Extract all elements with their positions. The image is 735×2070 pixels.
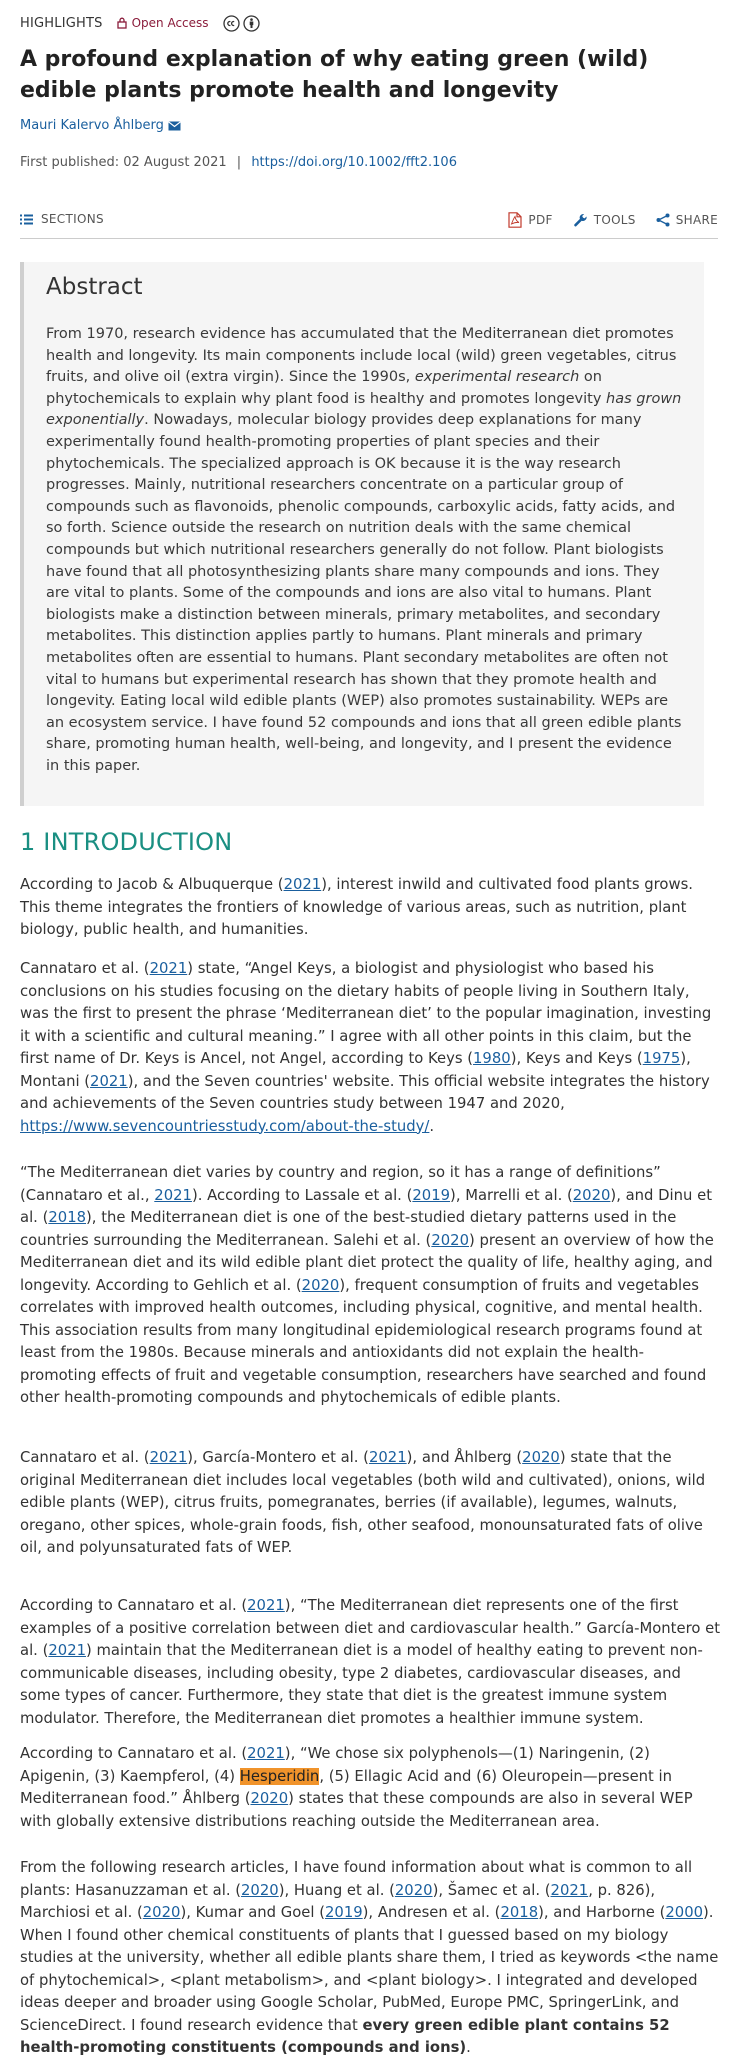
- published-label: First published:: [20, 155, 120, 170]
- tools-label: TOOLS: [593, 213, 636, 227]
- article-meta-bar: [20, 12, 260, 34]
- share-label: SHARE: [675, 213, 718, 227]
- intro-paragraph-1: According to Jacob & Albuquerque (2021), interest inwild and cultivated food plants grows. This theme integrates the frontiers of knowledge of various areas, such as nutrition, plant biology, public health, and humanities.: [20, 876, 693, 938]
- intro-paragraph-3: “The Mediterranean diet varies by country and region, so it has a range of definitions” (Cannataro et al., 2021). According to Lassale et al. (2019), Marrelli et al. (2020), and Dinu et al. (2018), the Mediterranean diet is one of the best-studied dietary patterns used in the countries surrounding the Mediterranean. Salehi et al. (2020) present an overview of how the Mediterranean diet and its wild edible plant diet protect the quality of life, healthy aging, and longevity. According to Gehlich et al. (2020), frequent consumption of fruits and vegetables correlates with improved health outcomes, including physical, cognitive, and mental health. This association results from many longitudinal epidemiological research programs found at least from the 1980s. Because minerals and antioxidants did not explain the health-promoting effects of fruit and vegetable consumption, researchers have searched and found other health-promoting compounds and phytochemicals of edible plants.: [20, 1164, 714, 1406]
- lock-icon: [117, 17, 127, 29]
- abstract-section: [20, 262, 704, 806]
- article-toolbar: [20, 208, 718, 239]
- pdf-button[interactable]: [508, 212, 552, 228]
- intro-paragraph-5: According to Cannataro et al. (2021), “The Mediterranean diet represents one of the first examples of a positive correlation between diet and cardiovascular health.” García-Montero et al. (2021) maintain that the Mediterranean diet is a model of healthy eating to prevent non-communicable diseases, including obesity, type 2 diabetes, cardiovascular diseases, and some types of cancer. Furthermore, they state that diet is the greatest immune system modulator. Therefore, the Mediterranean diet promotes a healthier immune system.: [20, 1597, 720, 1727]
- introduction-heading: 1 INTRODUCTION: [20, 828, 233, 856]
- citation-link[interactable]: 2020: [241, 1881, 279, 1899]
- pdf-icon: [508, 212, 522, 228]
- citation-link[interactable]: 2020: [142, 1904, 181, 1921]
- author-name[interactable]: Mauri Kalervo Åhlberg: [20, 118, 164, 133]
- key-finding: every green edible plant contains 52 health-promoting constituents (compounds and ions): [20, 2016, 670, 2056]
- doi-link[interactable]: https://doi.org/10.1002/fft2.106: [251, 155, 457, 170]
- intro-paragraph-2: Cannataro et al. (2021) state, “Angel Keys, a biologist and physiologist who based his conclusions on his studies focusing on the dietary habits of people living in Southern Italy, was the first to present the phrase ‘Mediterranean diet’ to the popular imagination, investing it with a scientific and cultural meaning.” I agree with all other points in this claim, but the first name of Dr. Keys is Ancel, not Angel, according to Keys (1980), Keys and Keys (1975), Montani (2021), and the Seven countries' website. This official website integrates the history and achievements of the Seven countries study between 1947 and 2020, https://www.sevencountriesstudy.com/about-the-study/.: [20, 960, 712, 1135]
- article-type-label: HIGHLIGHTS: [20, 15, 103, 31]
- citation-link[interactable]: 2021: [550, 1881, 589, 1899]
- citation-link[interactable]: 2020: [394, 1881, 433, 1899]
- attribution-icon: [243, 15, 260, 32]
- email-icon[interactable]: [168, 121, 181, 131]
- citation-link[interactable]: 2021: [247, 1597, 285, 1614]
- citation-link[interactable]: 2019: [324, 1904, 363, 1921]
- citation-link[interactable]: 2021: [149, 960, 188, 977]
- citation-link[interactable]: 2020: [431, 1231, 469, 1249]
- intro-paragraph-6: According to Cannataro et al. (2021), “We chose six polyphenols—(1) Naringenin, (2) Apigenin, (3) Kaempferol, (4) Hesperidin, (5) Ellagic Acid and (6) Oleuropein—present in Mediterranean food.” Åhlberg (2020) states that these compounds are also in several WEP with globally extensive distributions reaching outside the Mediterranean area.: [20, 1745, 693, 1830]
- wrench-icon: [573, 213, 588, 228]
- separator: |: [236, 155, 242, 170]
- tools-button[interactable]: [573, 213, 636, 228]
- abstract-text: From 1970, research evidence has accumulated that the Mediterranean diet promotes health and longevity. Its main components include local (wild) green vegetables, citrus fruits, and olive oil (extra virgin). Since the 1990s, experimental research on phytochemicals to explain why plant food is healthy and promotes longevity has grown exponentially. Nowadays, molecular biology provides deep explanations for many experimentally found health-promoting properties of plant species and their phytochemicals. The specialized approach is OK because it is the way research progresses. Mainly, nutritional researchers concentrate on a particular group of compounds such as flavonoids, phenolic compounds, carboxylic acids, fatty acids, and so forth. Science outside the research on nutrition deals with the same chemical compounds but which nutritional researchers generally do not follow. Plant biologists have found that all photosynthesizing plants share many compounds and ions. They are vital to plants. Some of the compounds and ions are also vital to humans. Plant biologists make a distinction between minerals, primary metabolites, and secondary metabolites. This distinction applies partly to humans. Plant minerals and primary metabolites often are essential to humans. Plant secondary metabolites are often not vital to humans but experimental research has shown that they promote health and longevity. Eating local wild edible plants (WEP) also promotes sustainability. WEPs are an ecosystem service. I have found 52 compounds and ions that all green edible plants share, promoting human health, well-being, and longevity, and I present the evidence in this paper.: [46, 326, 682, 774]
- citation-link[interactable]: 2020: [572, 1186, 611, 1204]
- license-icons[interactable]: [223, 15, 260, 32]
- creative-commons-icon: [223, 15, 240, 32]
- open-access-label: Open Access: [131, 16, 209, 30]
- sections-label: SECTIONS: [41, 212, 104, 226]
- external-url-link[interactable]: https://www.sevencountriesstudy.com/about-the-study/: [20, 1117, 430, 1135]
- sections-button[interactable]: [20, 212, 104, 226]
- citation-link[interactable]: 2021: [283, 876, 322, 893]
- citation-link[interactable]: 1975: [642, 1050, 681, 1067]
- author-line[interactable]: [20, 118, 181, 133]
- citation-link[interactable]: 2021: [368, 1449, 407, 1466]
- highlighted-term: Hesperidin: [239, 1767, 320, 1785]
- citation-link[interactable]: 2021: [149, 1449, 188, 1466]
- citation-link[interactable]: 2019: [412, 1186, 451, 1204]
- citation-link[interactable]: 2018: [48, 1209, 87, 1226]
- citation-link[interactable]: 2000: [665, 1904, 704, 1921]
- published-date: 02 August 2021: [123, 155, 227, 170]
- publication-info: [20, 155, 457, 170]
- citation-link[interactable]: 2020: [522, 1449, 560, 1466]
- intro-paragraph-7: From the following research articles, I have found information about what is common to all plants: Hasanuzzaman et al. (2020), Huang et al. (2020), Šamec et al. (2021, p. 826), Marchiosi et al. (2020), Kumar and Goel (2019), Andresen et al. (2018), and Harborne (2000). When I found other chemical constituents of plants that I guessed based on my biology studies at the university, whether all edible plants share them, I tried as keywords <the name of phytochemical>, <plant metabolism>, and <plant biology>. I integrated and developed ideas deeper and broader using Google Scholar, PubMed, Europe PMC, SpringerLink, and ScienceDirect. I found research evidence that every green edible plant contains 52 health-promoting constituents (compounds and ions).: [20, 1859, 719, 2056]
- citation-link[interactable]: 2021: [48, 1642, 87, 1659]
- share-icon: [656, 213, 670, 227]
- intro-paragraph-4: Cannataro et al. (2021), García-Montero et al. (2021), and Åhlberg (2020) state that the original Mediterranean diet includes local vegetables (both wild and cultivated), onions, wild edible plants (WEP), citrus fruits, pomegranates, berries (if available), legumes, walnuts, oregano, other spices, whole-grain foods, fish, other seafood, monounsaturated fats of olive oil, and polyunsaturated fats of WEP.: [20, 1449, 706, 1556]
- list-icon: [20, 214, 33, 225]
- pdf-label: PDF: [528, 213, 553, 227]
- share-button[interactable]: [656, 213, 718, 227]
- citation-link[interactable]: 2020: [250, 1790, 289, 1807]
- citation-link[interactable]: 1980: [473, 1050, 511, 1067]
- citation-link[interactable]: 2021: [247, 1745, 285, 1762]
- open-access-badge[interactable]: [117, 16, 209, 30]
- citation-link[interactable]: 2021: [154, 1186, 192, 1204]
- abstract-heading: Abstract: [46, 274, 143, 300]
- citation-link[interactable]: 2018: [500, 1904, 539, 1921]
- article-title: A profound explanation of why eating green (wild) edible plants promote health and longevity: [20, 47, 649, 103]
- citation-link[interactable]: 2020: [301, 1276, 340, 1294]
- citation-link[interactable]: 2021: [90, 1072, 128, 1090]
